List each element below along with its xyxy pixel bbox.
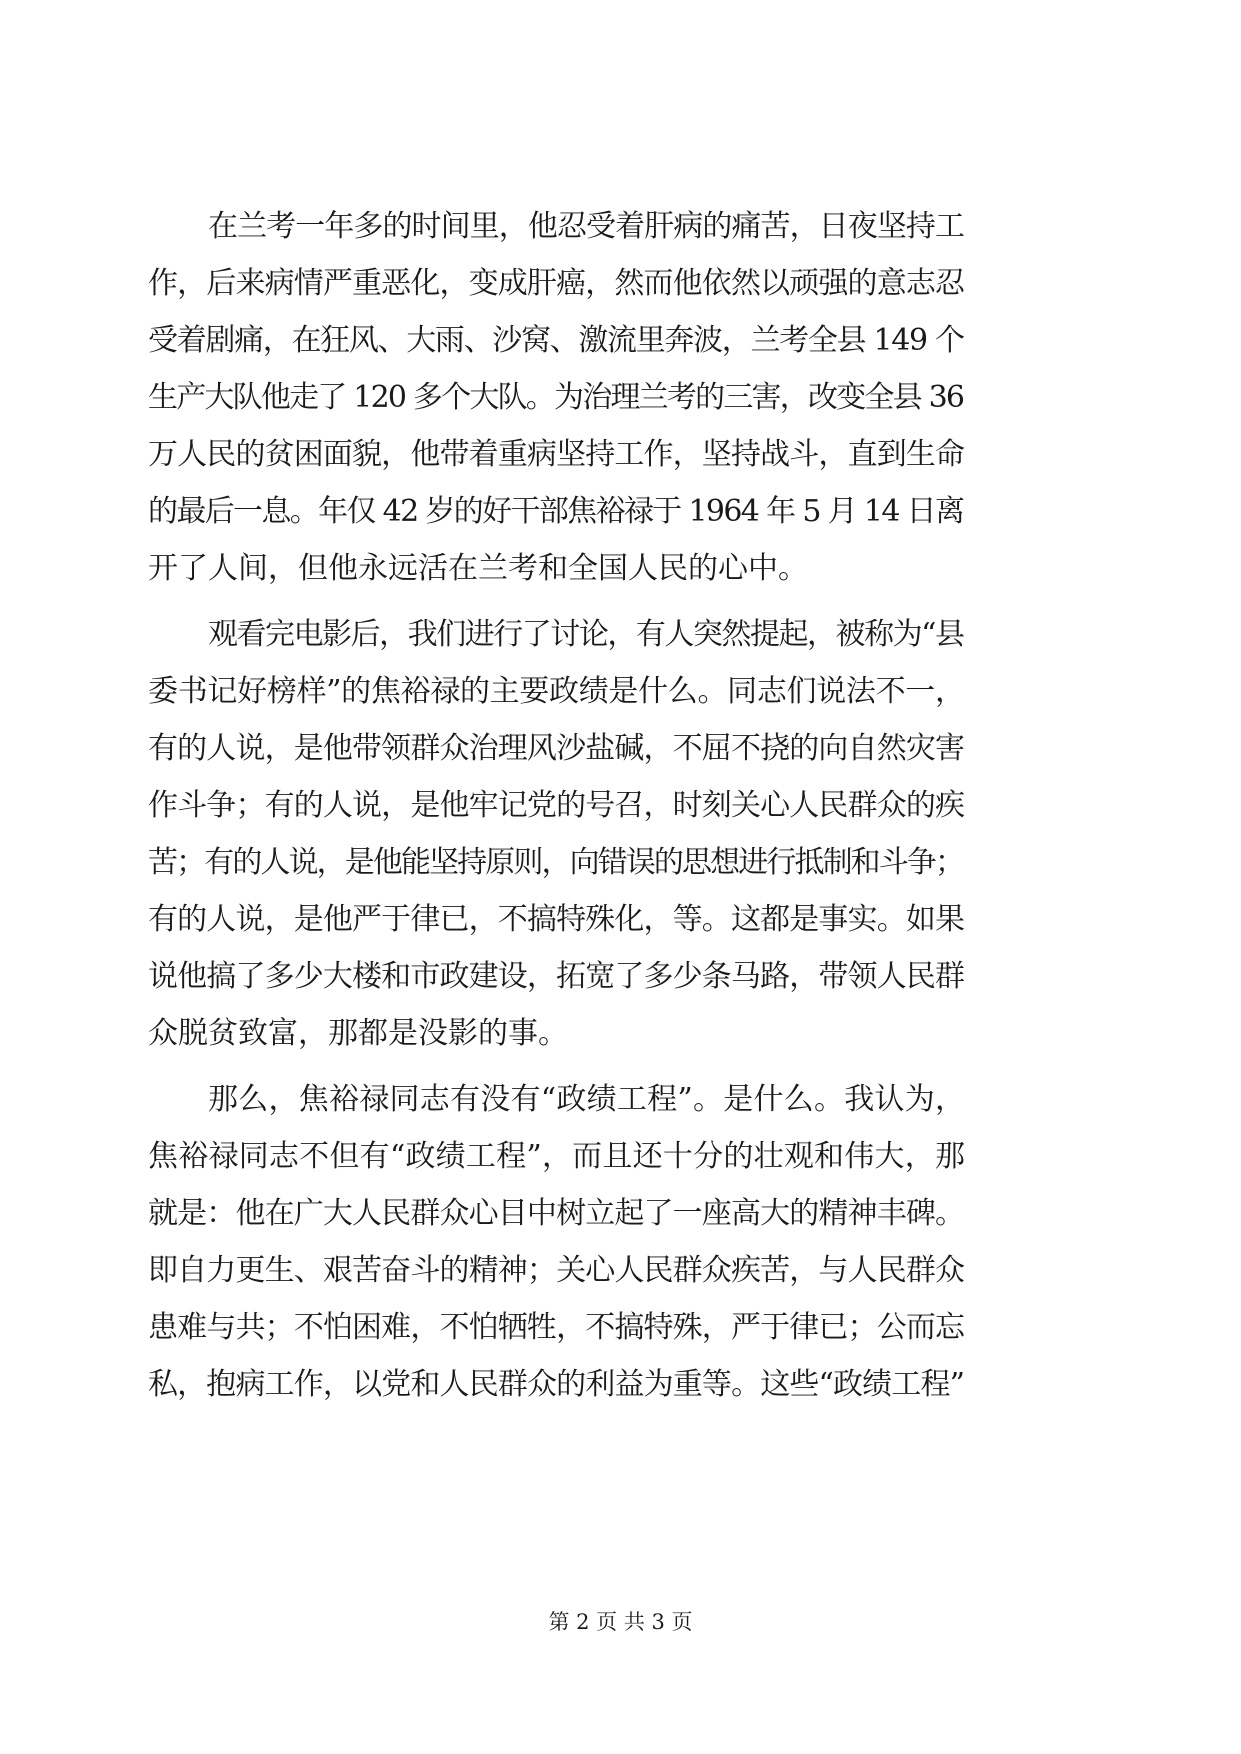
text-line: [0, 1080, 1241, 1120]
text-line: [0, 1194, 1241, 1234]
line-text: 的最后一息。年仅 42 岁的好干部焦裕禄于 1964 年 5 月 14 日离: [148, 494, 964, 529]
text-line: [0, 378, 1241, 418]
text-line: [0, 1014, 1241, 1054]
text-line: [0, 843, 1241, 883]
line-text: 受着剧痛，在狂风、大雨、沙窝、激流里奔波，兰考全县 149 个: [148, 323, 964, 358]
line-text: 就是：他在广大人民群众心目中树立起了一座高大的精神丰碑。: [148, 1196, 965, 1231]
line-text: 作，后来病情严重恶化，变成肝癌，然而他依然以顽强的意志忍: [148, 266, 965, 301]
line-text: 患难与共；不怕困难，不怕牺牲，不搞特殊，严于律已；公而忘: [148, 1310, 965, 1345]
line-text: 说他搞了多少大楼和市政建设，拓宽了多少条马路，带领人民群: [148, 959, 965, 994]
text-line: [0, 957, 1241, 997]
line-text: 作斗争；有的人说，是他牢记党的号召，时刻关心人民群众的疾: [148, 788, 965, 823]
line-text: 有的人说，是他严于律已，不搞特殊化，等。这都是事实。如果: [148, 902, 965, 937]
text-line: [0, 1308, 1241, 1348]
text-line: [0, 786, 1241, 826]
line-text: 生产大队他走了 120 多个大队。为治理兰考的三害，改变全县 36: [148, 380, 964, 415]
page-footer: 第 2 页 共 3 页: [548, 1610, 693, 1634]
line-text: 私，抱病工作，以党和人民群众的利益为重等。这些“政绩工程”: [148, 1367, 965, 1402]
line-text: 那么，焦裕禄同志有没有“政绩工程”。是什么。我认为，: [208, 1082, 966, 1117]
line-text: 有的人说，是他带领群众治理风沙盐碱，不屈不挠的向自然灾害: [148, 731, 965, 766]
text-line: [0, 1137, 1241, 1177]
text-line: [0, 1251, 1241, 1291]
text-line: [0, 729, 1241, 769]
text-line: [0, 435, 1241, 475]
text-line: [0, 1365, 1241, 1405]
text-line: [0, 492, 1241, 532]
text-line: [0, 264, 1241, 304]
text-line: [0, 900, 1241, 940]
line-text: 开了人间，但他永远活在兰考和全国人民的心中。: [148, 551, 808, 586]
text-line: [0, 207, 1241, 247]
line-text: 众脱贫致富，那都是没影的事。: [148, 1016, 568, 1051]
text-line: [0, 549, 1241, 589]
line-text: 苦；有的人说，是他能坚持原则，向错误的思想进行抵制和斗争；: [148, 845, 964, 880]
line-text: 观看完电影后，我们进行了讨论，有人突然提起，被称为“县: [208, 617, 964, 652]
line-text: 万人民的贫困面貌，他带着重病坚持工作，坚持战斗，直到生命: [148, 437, 965, 472]
text-line: [0, 615, 1241, 655]
text-line: [0, 672, 1241, 712]
text-line: [0, 321, 1241, 361]
line-text: 在兰考一年多的时间里，他忍受着肝病的痛苦，日夜坚持工: [208, 209, 965, 244]
line-text: 委书记好榜样”的焦裕禄的主要政绩是什么。同志们说法不一，: [148, 674, 965, 709]
line-text: 焦裕禄同志不但有“政绩工程”，而且还十分的壮观和伟大，那: [148, 1139, 966, 1174]
line-text: 即自力更生、艰苦奋斗的精神；关心人民群众疾苦，与人民群众: [148, 1253, 965, 1288]
